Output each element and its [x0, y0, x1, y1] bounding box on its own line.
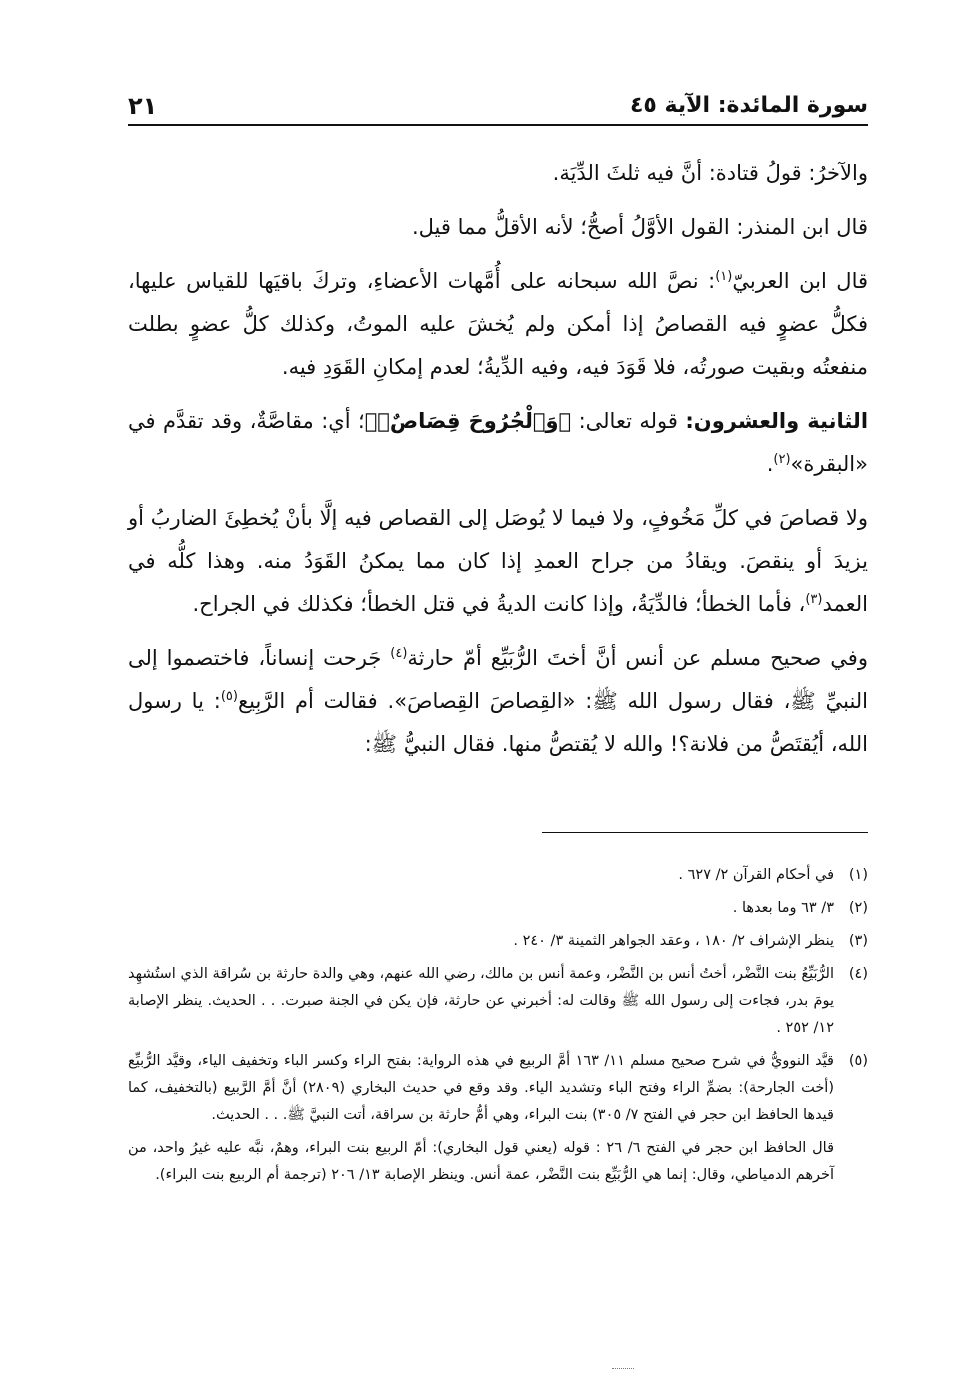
- footnote-number: (١): [848, 867, 868, 883]
- footnote-number: (٢): [848, 900, 868, 916]
- footnote-ref-4[interactable]: (٤): [390, 646, 408, 661]
- page-header: [128, 84, 868, 126]
- paragraph-4-text-a: قوله تعالى:: [571, 409, 686, 433]
- footnote-3: [128, 928, 868, 955]
- footnotes: [128, 862, 868, 1189]
- paragraph-5-text-a: ولا قصاصَ في كلِّ مَخُوفٍ، ولا فيما لا يُوصَل إلى القصاص فيه إلَّا بأنْ يُخطِئَ الضاربُ أو يزيدَ أو ينقصَ. ويقادُ من جراح العمدِ إذا كان مما يمكنُ القَوَدُ منه. وهذا كلُّه في العمد: [128, 506, 868, 616]
- paragraph-3: [128, 260, 868, 389]
- footnote-ref-2[interactable]: (٢): [773, 452, 791, 467]
- paragraph-6-text-b: جَرحت إنساناً، فاختصموا إلى النبيِّ ﷺ، فقال رسول الله ﷺ: «القِصاصَ القِصاصَ». فقالت أم الرَّبِيع: [128, 646, 869, 713]
- paragraph-6-text-c: : يا رسول الله، أيُقتَصُّ من فلانة؟! والله لا يُقتصُّ منها. فقال النبيُّ ﷺ:: [128, 689, 868, 756]
- footnote-ref-1[interactable]: (١): [715, 269, 733, 284]
- quran-quote: ﴿وَٱلْجُرُوحَ قِصَاصٌۚ﴾: [364, 409, 572, 433]
- footnote-5-continuation: قال الحافظ ابن حجر في الفتح ٦/ ٢٦ : قوله (يعني قول البخاري): أمّ الربيع بنت البراء، وهمٌ، نبَّه عليه غيرُ واحد، من آخرهم الدمياطي، وقال: إنما هي الرُّبَيِّع بنت النَّضْر، عمة أنس. وينظر الإصابة ١٣/ ٢٠٦ (ترجمة أم الربيع بنت البراء).: [128, 1140, 834, 1183]
- paragraph-5-text-b: ، فأما الخطأ؛ فالدِّيَةُ، وإذا كانت الديةُ في قتل الخطأ؛ فكذلك في الجراح.: [192, 592, 806, 616]
- paragraph-5: [128, 497, 868, 626]
- main-text: [128, 152, 868, 777]
- footnote-5: [128, 1048, 868, 1129]
- paragraph-4-text-c: .: [766, 452, 774, 476]
- footnote-number: (٣): [848, 933, 868, 949]
- paragraph-1: والآخرُ: قولُ قتادة: أنَّ فيه ثلثَ الدِّيَة.: [552, 161, 868, 185]
- footnote-separator: [542, 832, 868, 833]
- paragraph-2: قال ابن المنذر: القول الأوَّلُ أصحُّ؛ لأنه الأقلُّ مما قيل.: [411, 215, 868, 239]
- footnote-1: [128, 862, 868, 889]
- footnote-2: [128, 895, 868, 922]
- footnote-number: (٤): [848, 966, 868, 982]
- paragraph-3-text-a: قال ابن العربيّ: [732, 269, 869, 293]
- scan-speck: [612, 1368, 634, 1373]
- footnote-ref-3[interactable]: (٣): [805, 592, 823, 607]
- page-number: ٢١: [128, 92, 158, 120]
- footnote-text: ٣/ ٦٣ وما بعدها .: [732, 900, 834, 916]
- surah-header-title: سورة المائدة: الآية ٤٥: [629, 93, 868, 118]
- footnote-text: في أحكام القرآن ٢/ ٦٢٧ .: [678, 867, 834, 883]
- paragraph-6-text-a: وفي صحيح مسلم عن أنس أنَّ أختَ الرُّبَيِّع أمّ حارثة: [407, 646, 868, 670]
- footnote-text: ينظر الإشراف ٢/ ١٨٠ ، وعقد الجواهر الثمينة ٣/ ٢٤٠ .: [513, 933, 834, 949]
- paragraph-4: [128, 400, 868, 486]
- footnote-4: [128, 961, 868, 1042]
- footnote-text: الرُّبَيِّعُ بنت النَّضْر، أختُ أنس بن النَّضْر، وعمة أنس بن مالك، رضي الله عنهم، وهي والدة حارثة بن سُراقة الذي استُشهِد يومَ بدر، فجاءت إلى رسول الله ﷺ وقالت له: أخبرني عن حارثة، فإن يكن في الجنة صبرت. . . الحديث. ينظر الإصابة ١٢/ ٢٥٢ .: [128, 966, 834, 1036]
- footnote-text: قيَّد النوويُّ في شرح صحيح مسلم ١١/ ١٦٣ أمَّ الربيع في هذه الرواية: بفتح الراء وكسر الباء وتخفيف الياء، وقيَّد الرُّبيِّع (أخت الجارحة): بضمِّ الراء وفتح الباء وتشديد الياء. وقد وقع في حديث البخاري (٢٨٠٩) أنَّ أمَّ الرَّبيع (بالتخفيف، كما قيدها الحافظ ابن حجر في الفتح ٧/ ٣٠٥) بنت البراء، وهي أمُّ حارثة بن سراقة، أتت النبيَّ ﷺ. . . الحديث.: [128, 1053, 834, 1123]
- paragraph-6: [128, 637, 868, 766]
- paragraph-4-text-b: ؛ أي: مقاصَّةٌ، وقد تقدَّم في «البقرة»: [128, 409, 868, 476]
- issue-heading: الثانية والعشرون:: [685, 409, 869, 433]
- paragraph-3-text-b: : نصَّ الله سبحانه على أُمَّهات الأعضاءِ، وتركَ باقيَها للقياس عليها، فكلُّ عضوٍ فيه القصاصُ إذا أمكن ولم يُخشَ عليه الموتُ، وكذلك كلُّ عضوٍ بطلت منفعتُه وبقيت صورتُه، فلا قَوَدَ فيه، وفيه الدِّيةُ؛ لعدم إمكانِ القَوَدِ فيه.: [128, 269, 868, 379]
- footnote-ref-5[interactable]: (٥): [220, 689, 238, 704]
- footnote-number: (٥): [848, 1053, 868, 1069]
